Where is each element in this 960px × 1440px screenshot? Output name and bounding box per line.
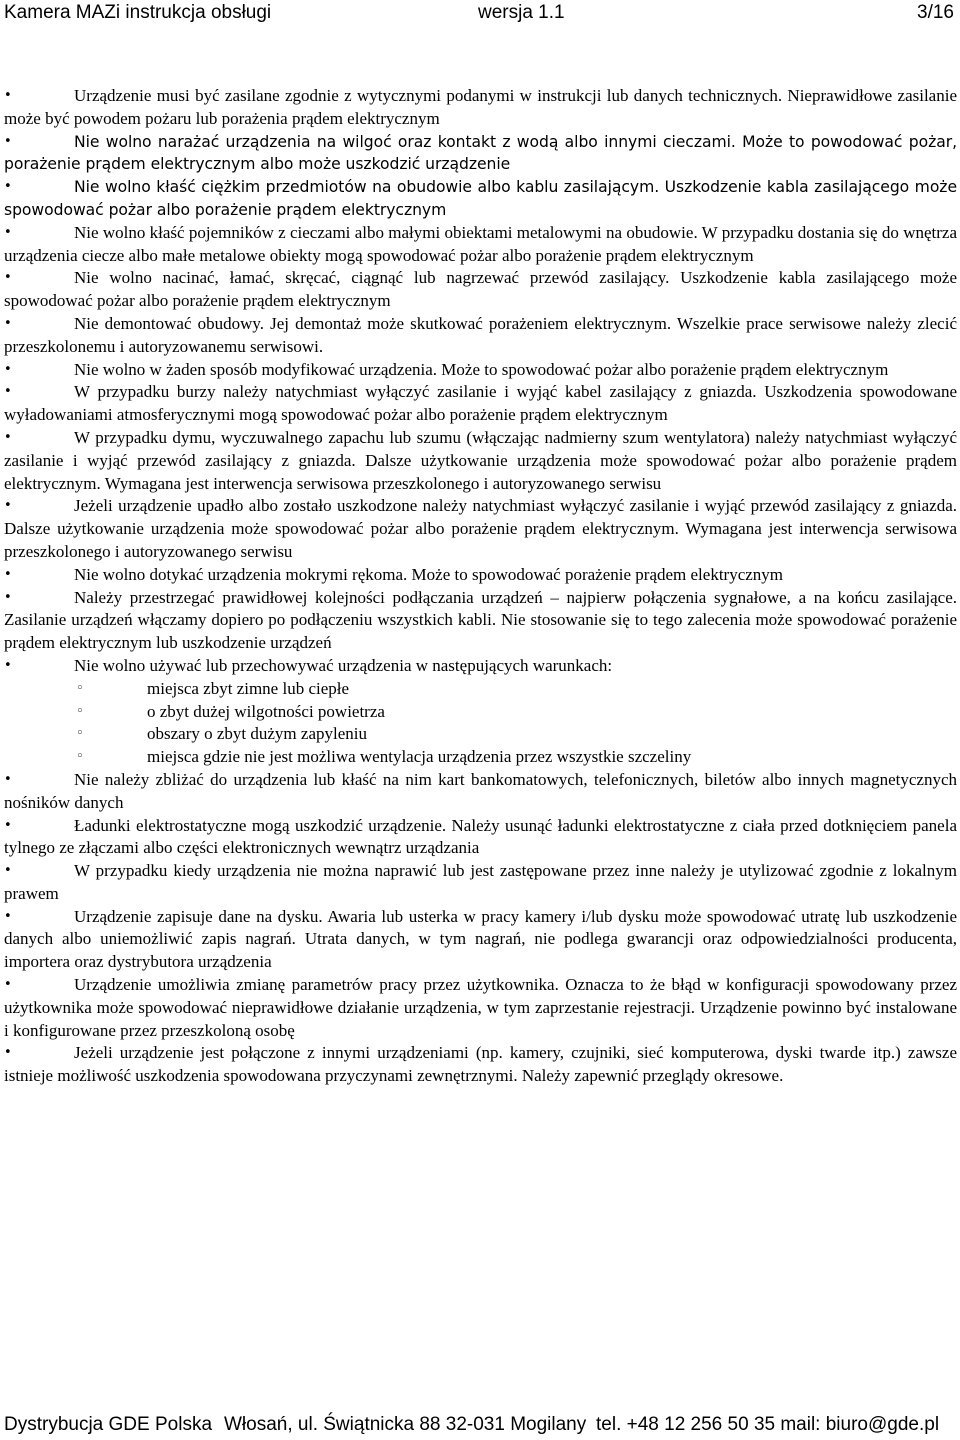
list-item: • Urządzenie musi być zasilane zgodnie z wytycznymi podanymi w instrukcji lub danych technicznych. Nieprawidłowe zasilanie może być powodem pożaru lub porażenia prądem elektrycznym: [4, 86, 957, 128]
list-item: • Nie wolno używać lub przechowywać urządzenia w następujących warunkach:: [4, 655, 957, 678]
list-item: • Jeżeli urządzenie upadło albo zostało uszkodzone należy natychmiast wyłączyć zasilanie i wyjąć przewód zasilający z gniazda. Dalsze użytkowanie urządzenia może spowodować pożar albo porażenie prądem elektrycznym. Wymagana jest interwencja serwisowa przeszkolonego i autoryzowanego serwisu: [4, 496, 957, 561]
list-item: • Nie demontować obudowy. Jej demontaż może skutkować porażeniem elektrycznym. Wszelkie prace serwisowe należy zlecić przeszkolonemu i autoryzowanemu serwisowi.: [4, 313, 957, 356]
bullet-icon: •: [4, 589, 12, 605]
circle-bullet-icon: ◦: [76, 680, 84, 696]
bullet-icon: •: [4, 133, 12, 149]
list-item: • Nie wolno nacinać, łamać, skręcać, ciągnąć lub nagrzewać przewód zasilający. Uszkodzenie kabla zasilającego może spowodować pożar albo porażenie prądem elektrycznym: [4, 268, 957, 311]
circle-bullet-icon: ◦: [76, 726, 84, 742]
sub-list-item: ◦ o zbyt dużej wilgotności powietrza: [4, 701, 957, 724]
bullet-icon: •: [4, 566, 12, 582]
bullet-icon: •: [4, 657, 12, 673]
list-item: • W przypadku kiedy urządzenia nie można naprawić lub jest zastępowane przez inne należy je utylizować zgodnie z lokalnym prawem: [4, 861, 957, 903]
list-item: • Nie wolno narażać urządzenia na wilgoć oraz kontakt z wodą albo innymi cieczami. Może to powodować pożar, porażenie prądem elektrycznym albo może uszkodzić urządzenie: [4, 132, 957, 174]
list-item: • Należy przestrzegać prawidłowej kolejności podłączania urządzeń – najpierw połączenia sygnałowe, a na końcu zasilające. Zasilanie urządzeń włączamy dopiero po podłączeniu wszystkich kabli. Nie stosowanie się to tego zalecenia może spowodować porażenie prądem elektrycznym lub uszkodzenie urządzeń: [4, 587, 957, 653]
document-title: Kamera MAZi instrukcja obsługi: [4, 2, 272, 23]
sub-list-item: ◦ obszary o zbyt dużym zapyleniu: [4, 723, 957, 746]
circle-bullet-icon: ◦: [76, 703, 84, 719]
bullet-icon: •: [4, 270, 12, 286]
list-item: • W przypadku burzy należy natychmiast wyłączyć zasilanie i wyjąć kabel zasilający z gniazda. Uszkodzenia spowodowane wyładowaniami atmosferycznymi mogą spowodować pożar albo porażenie prądem elektrycznym: [4, 382, 957, 425]
list-item: • W przypadku dymu, wyczuwalnego zapachu lub szumu (włączając nadmierny szum wentylatora) należy natychmiast wyłączyć zasilanie i wyjąć przewód zasilający z gniazda. Dalsze użytkowanie urządzenia może spowodować pożar albo porażenie prądem elektrycznym. Wymagana jest interwencja serwisowa przeszkolonego i autoryzowanego serwisu: [4, 427, 957, 493]
bullet-icon: •: [4, 361, 12, 377]
footer-company: Dystrybucja GDE Polska: [4, 1414, 213, 1435]
list-item: • Urządzenie umożliwia zmianę parametrów pracy przez użytkownika. Oznacza to że błąd w konfiguracji spowodowany przez użytkownika może spowodować nieprawidłowe działanie urządzenia, w tym zaprzestanie rejestracji. Urządzenie powinno być instalowane i konfigurowane przez przeszkoloną osobę: [4, 975, 957, 1040]
bullet-icon: •: [4, 384, 12, 400]
page-number: 3/16: [917, 2, 954, 23]
list-item: • Nie wolno kłaść pojemników z cieczami albo małymi obiektami metalowymi na obudowie. W przypadku dostania się do wnętrza urządzenia ciecze albo małe metalowe obiekty mogą spowodować pożar albo porażenie prądem elektrycznym: [4, 222, 957, 265]
sub-list-item: ◦ miejsca zbyt zimne lub ciepłe: [4, 678, 957, 701]
bullet-icon: •: [4, 863, 12, 879]
bullet-icon: •: [4, 224, 12, 240]
document-version: wersja 1.1: [478, 2, 565, 23]
footer-address: Włosań, ul. Świątnicka 88 32-031 Mogilany: [224, 1414, 587, 1435]
bullet-icon: •: [4, 315, 12, 331]
bullet-icon: •: [4, 88, 12, 103]
list-item: • Urządzenie zapisuje dane na dysku. Awaria lub usterka w pracy kamery i/lub dysku może spowodować utratę lub uszkodzenie danych albo uniemożliwić zapis nagrań. Utrata danych, w tym nagrań, nie podlega gwarancji oraz odpowiedzialności producenta, importera oraz dystrybutora urządzenia: [4, 906, 957, 972]
list-item: • Nie wolno kłaść ciężkim przedmiotów na obudowie albo kablu zasilającym. Uszkodzenie kabla zasilającego może spowodować pożar albo porażenie prądem elektrycznym: [4, 178, 957, 219]
bullet-icon: •: [4, 498, 12, 514]
bullet-icon: •: [4, 817, 12, 833]
bullet-icon: •: [4, 1045, 12, 1061]
page-footer: [4, 1413, 956, 1437]
list-item: • Jeżeli urządzenie jest połączone z innymi urządzeniami (np. kamery, czujniki, sieć komputerowa, dyski twarde itp.) zawsze istnieje możliwość uszkodzenia spowodowana przyczynami zewnętrznymi. Należy zapewnić przeglądy okresowe.: [4, 1043, 957, 1086]
safety-instructions-list: [4, 85, 957, 1088]
bullet-icon: •: [4, 977, 12, 993]
list-item: • Nie wolno w żaden sposób modyfikować urządzenia. Może to spowodować pożar albo porażenie prądem elektrycznym: [4, 359, 957, 382]
list-item: • Ładunki elektrostatyczne mogą uszkodzić urządzenie. Należy usunąć ładunki elektrostatyczne z ciała przed dotknięciem panela tylnego ze złączami albo części elektronicznych wewnątrz urządzania: [4, 815, 957, 858]
circle-bullet-icon: ◦: [76, 749, 84, 765]
list-item: • Nie należy zbliżać do urządzenia lub kłaść na nim kart bankomatowych, telefonicznych, biletów albo innych magnetycznych nośników danych: [4, 769, 957, 812]
sub-list-item: ◦ miejsca gdzie nie jest możliwa wentylacja urządzenia przez wszystkie szczeliny: [4, 746, 957, 769]
bullet-icon: •: [4, 771, 12, 787]
list-item: • Nie wolno dotykać urządzenia mokrymi rękoma. Może to spowodować porażenie prądem elektrycznym: [4, 564, 957, 587]
bullet-icon: •: [4, 429, 12, 445]
bullet-icon: •: [4, 179, 12, 195]
footer-contact: tel. +48 12 256 50 35 mail: biuro@gde.pl: [596, 1414, 940, 1435]
bullet-icon: •: [4, 908, 12, 924]
page-header: [4, 1, 954, 25]
